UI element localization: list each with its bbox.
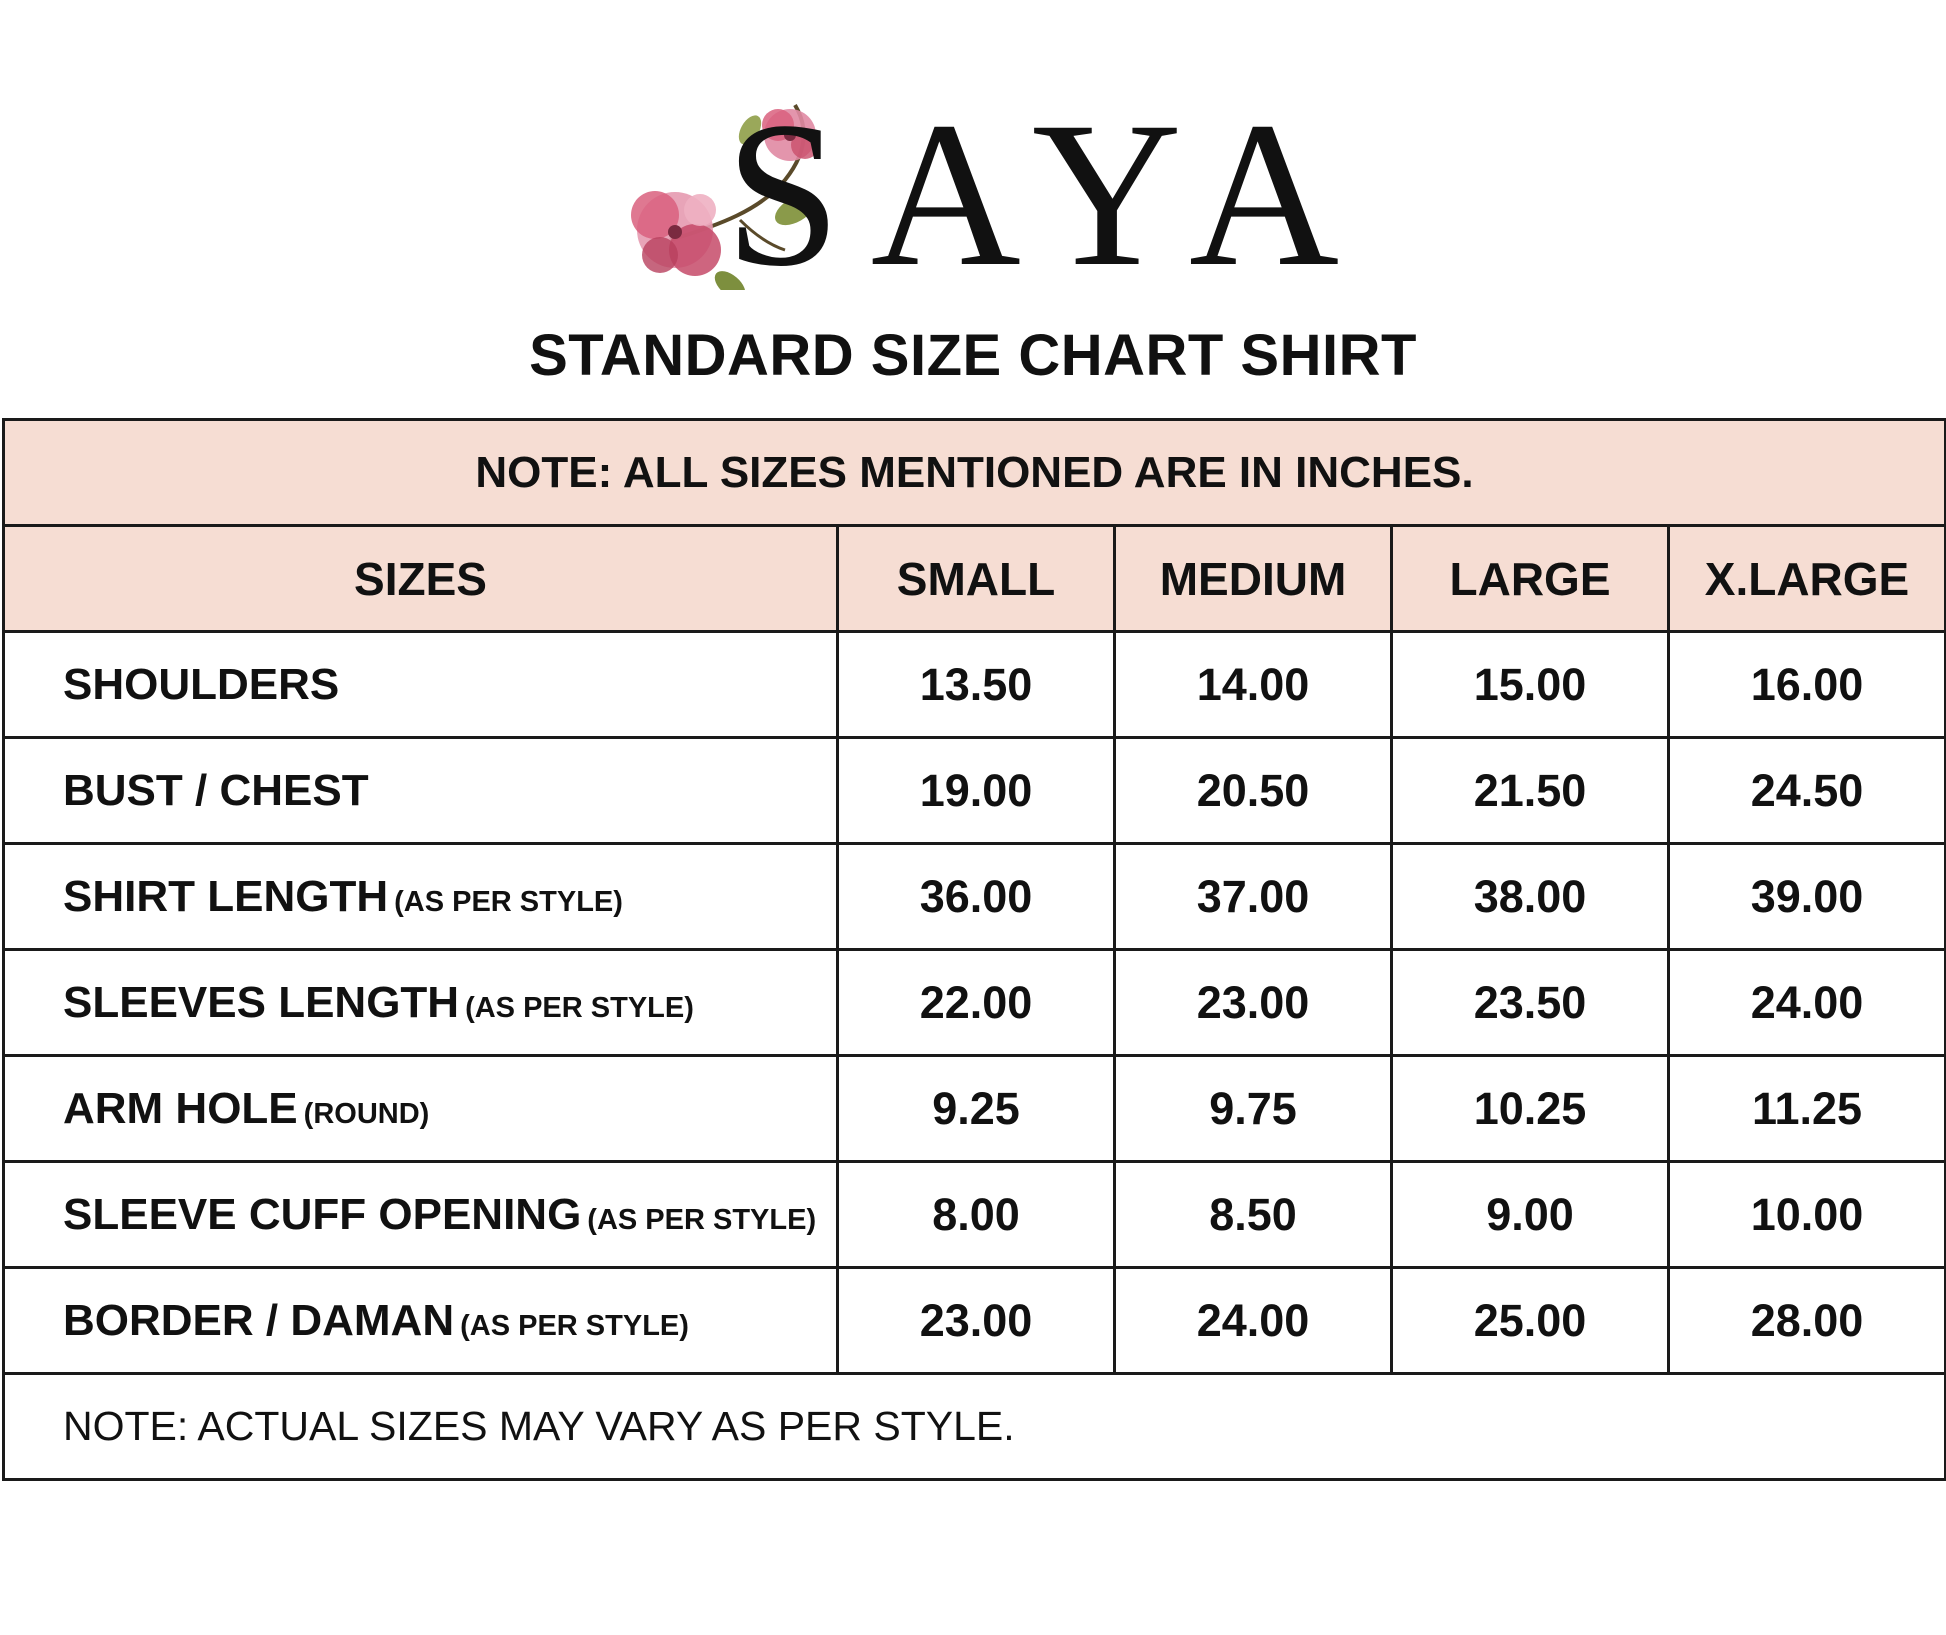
measurement-label: [4, 632, 838, 738]
units-note-row: [4, 420, 1946, 526]
units-note: NOTE: ALL SIZES MENTIONED ARE IN INCHES.: [4, 420, 1946, 526]
measurement-label: [4, 1268, 838, 1374]
measurement-label: [4, 738, 838, 844]
size-value: 36.00: [838, 844, 1115, 950]
measurement-name: BUST / CHEST: [63, 765, 369, 815]
table-row: [4, 950, 1946, 1056]
table-row: [4, 844, 1946, 950]
column-header-large: LARGE: [1392, 526, 1669, 632]
measurement-name: SLEEVE CUFF OPENING: [63, 1189, 582, 1239]
size-value: 24.00: [1115, 1268, 1392, 1374]
size-value: 9.00: [1392, 1162, 1669, 1268]
size-value: 13.50: [838, 632, 1115, 738]
measurement-label: [4, 1162, 838, 1268]
size-value: 23.00: [838, 1268, 1115, 1374]
size-value: 24.50: [1669, 738, 1946, 844]
table-row: [4, 1268, 1946, 1374]
size-value: 8.50: [1115, 1162, 1392, 1268]
table-row: [4, 1056, 1946, 1162]
size-value: 10.25: [1392, 1056, 1669, 1162]
size-value: 10.00: [1669, 1162, 1946, 1268]
measurement-qualifier: (ROUND): [303, 1097, 430, 1130]
measurement-name: ARM HOLE: [63, 1083, 298, 1133]
measurement-label: [4, 1056, 838, 1162]
measurement-name: SHOULDERS: [63, 659, 340, 709]
measurement-name: SHIRT LENGTH: [63, 871, 389, 921]
header-row: [4, 526, 1946, 632]
size-value: 20.50: [1115, 738, 1392, 844]
measurement-name: BORDER / DAMAN: [63, 1295, 455, 1345]
column-header-small: SMALL: [838, 526, 1115, 632]
size-value: 22.00: [838, 950, 1115, 1056]
size-value: 21.50: [1392, 738, 1669, 844]
size-value: 23.50: [1392, 950, 1669, 1056]
column-header-medium: MEDIUM: [1115, 526, 1392, 632]
table-row: [4, 738, 1946, 844]
size-value: 9.25: [838, 1056, 1115, 1162]
size-value: 25.00: [1392, 1268, 1669, 1374]
size-value: 24.00: [1669, 950, 1946, 1056]
size-chart-table: [2, 418, 1946, 1481]
table-row: [4, 632, 1946, 738]
measurement-name: SLEEVES LENGTH: [63, 977, 460, 1027]
size-value: 16.00: [1669, 632, 1946, 738]
table-row: [4, 1162, 1946, 1268]
size-value: 11.25: [1669, 1056, 1946, 1162]
size-value: 23.00: [1115, 950, 1392, 1056]
page-title: STANDARD SIZE CHART SHIRT: [529, 323, 1417, 388]
size-value: 19.00: [838, 738, 1115, 844]
size-value: 37.00: [1115, 844, 1392, 950]
brand-logo: [610, 50, 1370, 309]
column-header-sizes: SIZES: [4, 526, 838, 632]
measurement-qualifier: (AS PER STYLE): [587, 1203, 817, 1236]
size-value: 8.00: [838, 1162, 1115, 1268]
size-value: 9.75: [1115, 1056, 1392, 1162]
measurement-qualifier: (AS PER STYLE): [465, 991, 694, 1024]
size-value: 38.00: [1392, 844, 1669, 950]
size-value: 39.00: [1669, 844, 1946, 950]
size-value: 15.00: [1392, 632, 1669, 738]
measurement-qualifier: (AS PER STYLE): [394, 885, 623, 918]
measurement-label: [4, 844, 838, 950]
footer-note-row: [4, 1374, 1946, 1480]
brand-wordmark: SAYA: [725, 79, 1370, 309]
column-header-xlarge: X.LARGE: [1669, 526, 1946, 632]
measurement-label: [4, 950, 838, 1056]
size-value: 28.00: [1669, 1268, 1946, 1374]
size-value: 14.00: [1115, 632, 1392, 738]
footer-note: NOTE: ACTUAL SIZES MAY VARY AS PER STYLE.: [4, 1374, 1946, 1480]
measurement-qualifier: (AS PER STYLE): [460, 1309, 689, 1342]
